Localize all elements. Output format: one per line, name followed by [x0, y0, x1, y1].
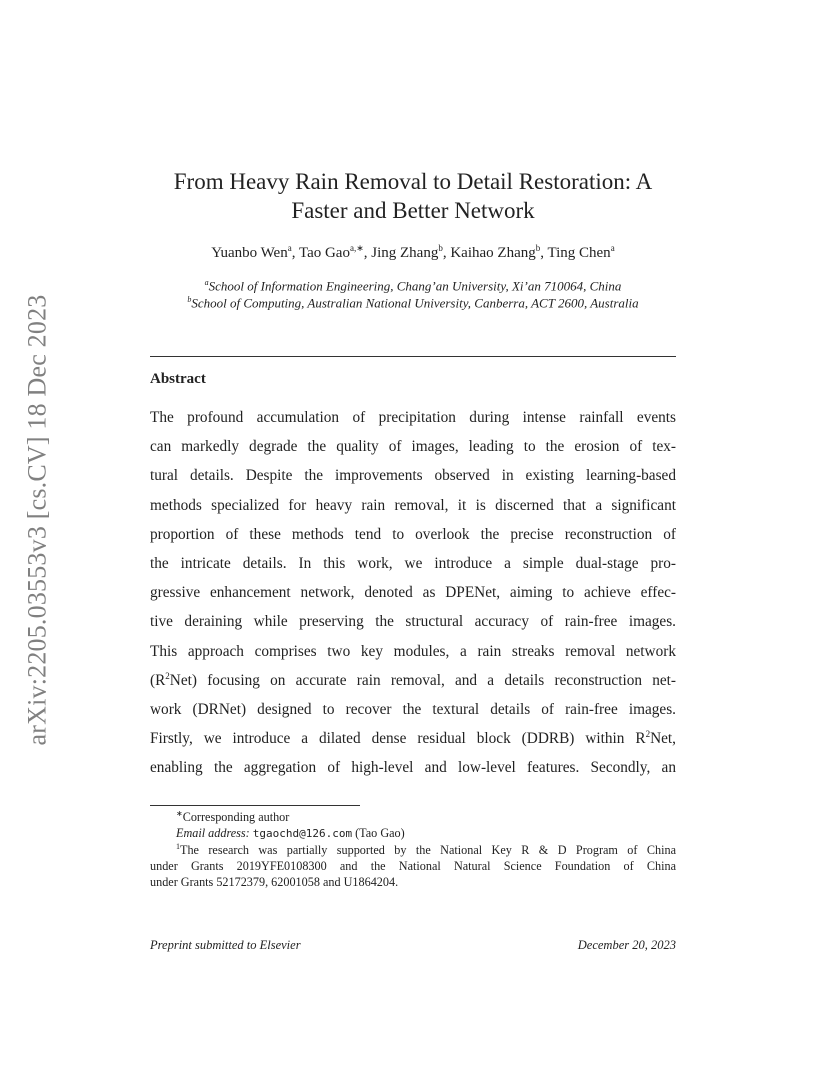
- footnote-mark: 1: [176, 841, 180, 851]
- footnote-email: [150, 825, 676, 842]
- affiliation-b: [140, 295, 686, 311]
- superscript: 2: [165, 670, 170, 681]
- author-name: Jing Zhang: [371, 245, 439, 261]
- author-name: Ting Chen: [547, 245, 611, 261]
- header-divider: [150, 356, 676, 357]
- author-list: Yuanbo Wen$^a$, Tao Gao$^{a,∗}$, Jing Zhang$^b$, Kaihao Zhang$^b$, Ting Chen$^a$: [211, 243, 615, 261]
- abstract-line: enabling the aggregation of high-level and low-level features. Secondly, an: [150, 759, 676, 777]
- abstract-line: [150, 724, 676, 753]
- footnote-funding-line: under Grants 2019YFE0108300 and the National Natural Science Foundation of China: [150, 859, 676, 873]
- abstract-line: work (DRNet) designed to recover the textural details of rain-free images.: [150, 700, 676, 718]
- abstract-line: proportion of these methods tend to overlook the precise reconstruction of: [150, 525, 676, 543]
- arxiv-identifier-text: arXiv:2205.03553v3 [cs.CV] 18 Dec 2023: [22, 294, 52, 746]
- abstract-text: Net) focusing on accurate rain removal, and a details reconstruction net-: [169, 671, 676, 689]
- author-affiliation-mark: b: [535, 243, 541, 253]
- affiliation-text: School of Information Engineering, Chang’an University, Xi’an 710064, China: [208, 278, 622, 294]
- author-affiliation-mark: a: [610, 243, 615, 253]
- footnote-divider: [150, 805, 360, 806]
- superscript: 2: [645, 728, 651, 739]
- abstract-line: The profound accumulation of precipitation during intense rainfall events: [150, 409, 676, 426]
- affiliation-text: School of Computing, Australian National University, Canberra, ACT 2600, Australia: [191, 295, 639, 311]
- title-line-1: From Heavy Rain Removal to Detail Restoration: A: [173, 169, 653, 194]
- footnote-text: Corresponding author: [182, 810, 290, 824]
- affiliation-mark: b: [187, 295, 192, 304]
- author-name: Kaihao Zhang: [450, 245, 536, 261]
- footnote-corresponding: [150, 809, 676, 825]
- page-footer: [150, 938, 676, 953]
- paper-title: [150, 167, 676, 225]
- email-owner: (Tao Gao): [355, 826, 405, 840]
- abstract-text: Net,: [650, 730, 676, 748]
- email-address[interactable]: tgaochd@126.com: [252, 827, 353, 840]
- affiliation-a: [140, 278, 686, 294]
- affiliation-mark: a: [204, 278, 209, 287]
- footnote-funding: [150, 842, 676, 858]
- title-line-2: Faster and Better Network: [291, 198, 535, 223]
- footer-preprint-note: Preprint submitted to Elsevier: [150, 938, 301, 952]
- footnote-funding-line: under Grants 52172379, 62001058 and U1864204.: [150, 875, 399, 889]
- footnote-text: The research was partially supported by the National Key R & D Program of China: [180, 843, 676, 857]
- author-affiliation-mark: a: [287, 243, 292, 253]
- abstract-body: [150, 403, 676, 782]
- abstract-line: [150, 666, 676, 695]
- footnotes: [150, 809, 676, 890]
- abstract-line: can markedly degrade the quality of images, leading to the erosion of tex-: [150, 438, 676, 456]
- abstract-heading: Abstract: [150, 371, 206, 387]
- abstract-text: (R: [150, 671, 166, 689]
- email-label: Email address:: [176, 826, 250, 840]
- footnote-mark: ∗: [176, 808, 183, 818]
- arxiv-identifier-stamp: [15, 280, 59, 760]
- author-name: Yuanbo Wen: [211, 245, 288, 261]
- author-affiliation-mark: b: [438, 243, 443, 253]
- abstract-text: Firstly, we introduce a dilated dense residual block (DDRB) within R: [150, 730, 646, 748]
- abstract-line: tural details. Despite the improvements observed in existing learning-based: [150, 467, 676, 485]
- abstract-line: methods specialized for heavy rain removal, it is discerned that a significant: [150, 496, 676, 514]
- footer-date: December 20, 2023: [577, 938, 676, 952]
- abstract-line: the intricate details. In this work, we introduce a simple dual-stage pro-: [150, 554, 676, 572]
- abstract-line: This approach comprises two key modules, a rain streaks removal network: [150, 642, 676, 660]
- abstract-line: gressive enhancement network, denoted as DPENet, aiming to achieve effec-: [150, 584, 676, 602]
- author-name: Tao Gao: [298, 245, 350, 261]
- abstract-line: tive deraining while preserving the structural accuracy of rain-free images.: [150, 613, 676, 631]
- author-affiliation-mark: a,∗: [349, 243, 364, 253]
